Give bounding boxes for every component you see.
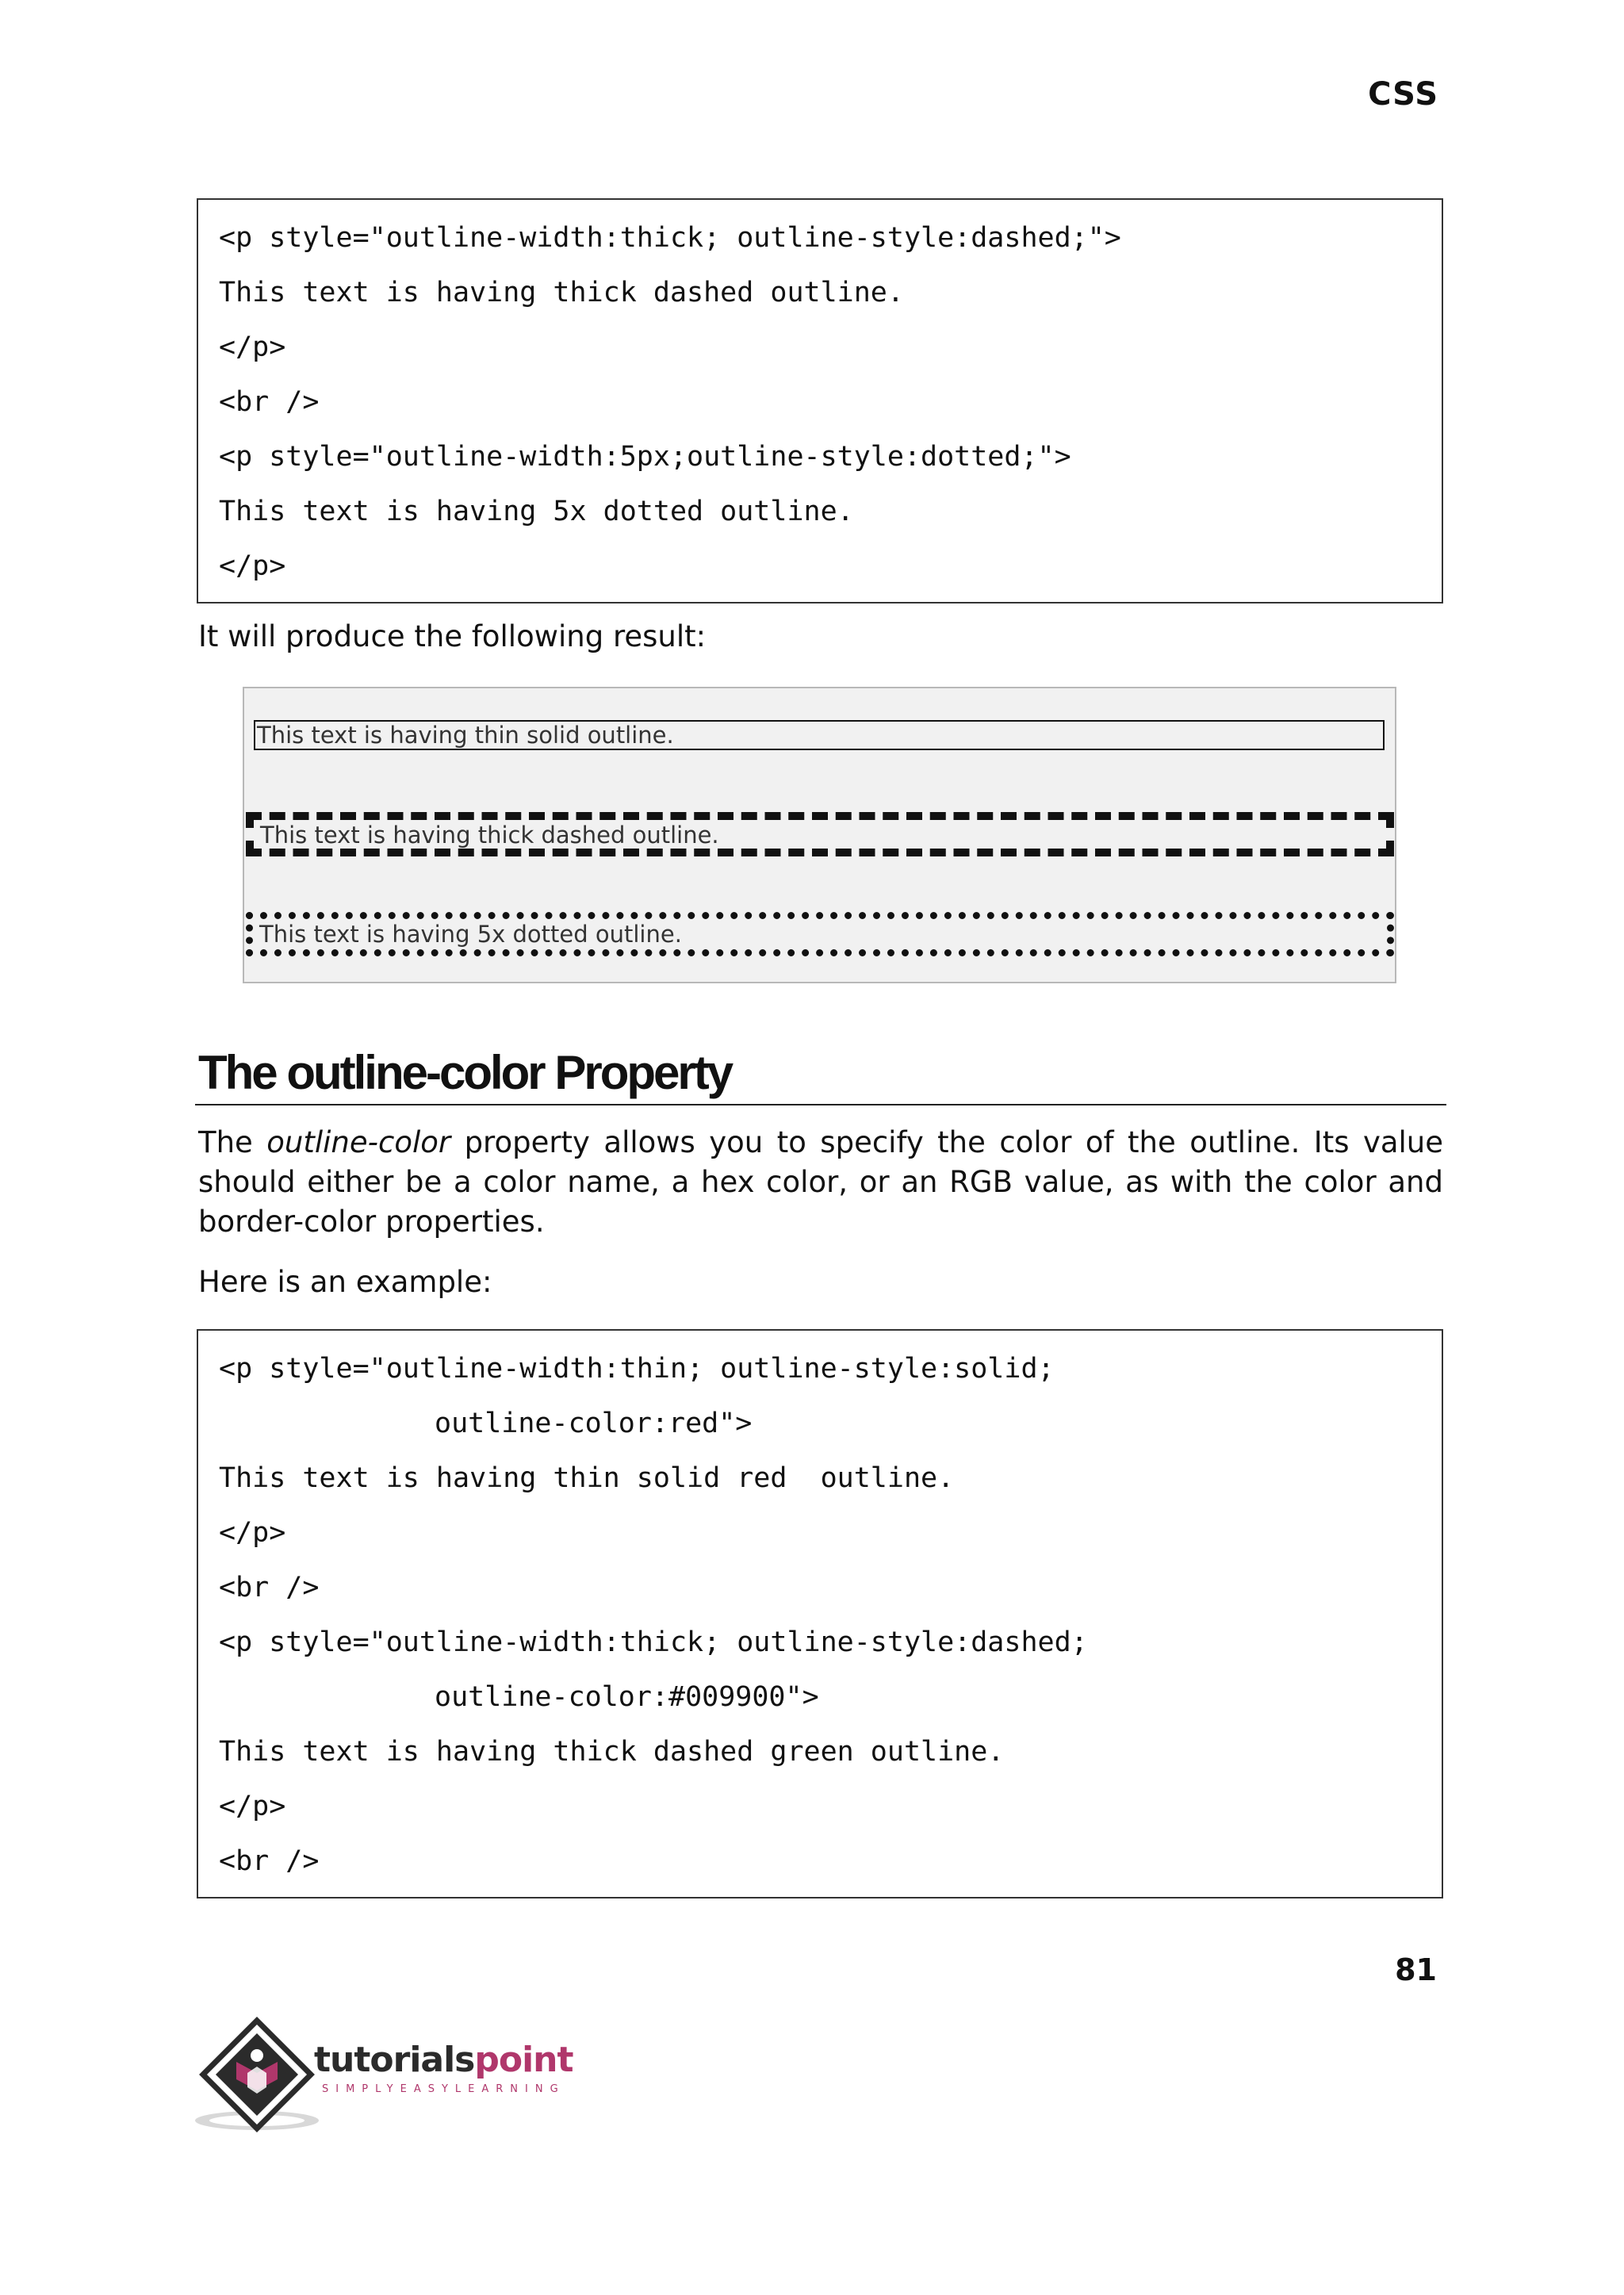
code-line: <p style="outline-width:thin; outline-style:solid; (219, 1353, 1055, 1385)
property-term: outline-color (266, 1125, 451, 1159)
section-heading: The outline-color Property (198, 1046, 732, 1099)
code-line: This text is having 5x dotted outline. (219, 496, 854, 527)
code-line: This text is having thin solid red outline. (219, 1462, 955, 1494)
code-line: <p style="outline-width:thick; outline-style:dashed;"> (219, 222, 1121, 254)
result-preview (243, 687, 1396, 983)
result-intro-text: It will produce the following result: (198, 619, 707, 653)
dotted-outline-demo (246, 912, 1394, 956)
section-paragraph (198, 1123, 1443, 1242)
thick-dashed-outline-demo (246, 812, 1394, 856)
code-line: <p style="outline-width:5px;outline-style:dotted;"> (219, 441, 1071, 473)
code-line: outline-color:#009900"> (435, 1681, 819, 1713)
code-line: <p style="outline-width:thick; outline-style:dashed; (219, 1626, 1088, 1658)
code-line: </p> (219, 550, 286, 582)
paragraph-text: property allows you to specify the color of the outline. Its value should either be a color name, a hex color, or an RGB value, as with the color and border-color properties. (198, 1125, 1444, 1239)
paragraph-text: The (198, 1125, 267, 1159)
tutorialspoint-logo (195, 2014, 607, 2133)
code-block-1 (197, 198, 1443, 603)
code-line: </p> (219, 1517, 286, 1549)
code-line: <br /> (219, 1845, 320, 1877)
code-line: <br /> (219, 1572, 320, 1603)
page-number: 81 (1395, 1952, 1437, 1987)
running-header: CSS (1368, 76, 1438, 113)
thick-dashed-outline-text: This text is having thick dashed outline. (260, 822, 719, 849)
thin-solid-outline-demo: This text is having thin solid outline. (254, 720, 1385, 750)
code-line: This text is having thick dashed green outline. (219, 1736, 1005, 1768)
logo-tagline: SIMPLYEASYLEARNING (322, 2083, 565, 2095)
logo-wordmark: tutorialspoint (314, 2040, 573, 2080)
example-intro-text: Here is an example: (198, 1265, 492, 1299)
code-line: <br /> (219, 386, 320, 418)
dotted-outline-text: This text is having 5x dotted outline. (259, 921, 682, 948)
code-block-2 (197, 1329, 1443, 1898)
code-line: This text is having thick dashed outline. (219, 277, 904, 308)
code-line: outline-color:red"> (435, 1408, 753, 1439)
code-line: </p> (219, 1791, 286, 1822)
code-line: </p> (219, 331, 286, 363)
heading-underline (195, 1104, 1446, 1105)
